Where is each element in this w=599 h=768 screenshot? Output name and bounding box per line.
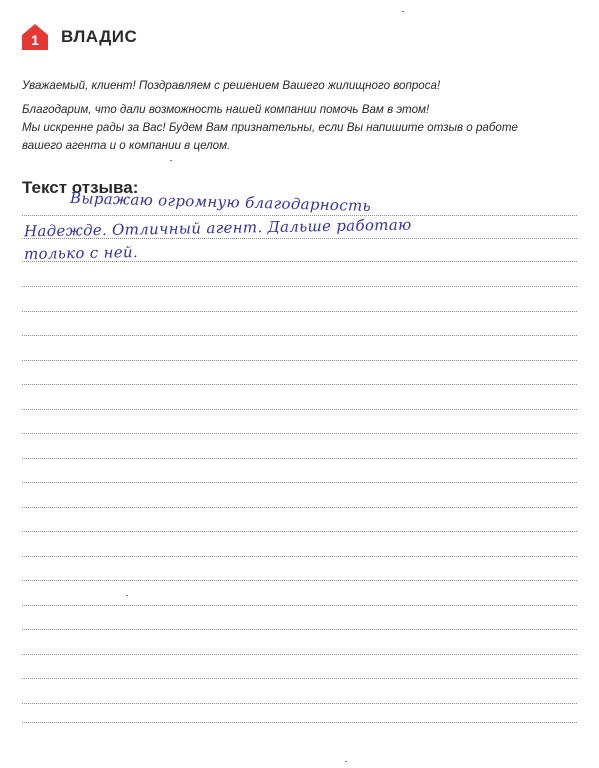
review-heading: Текст отзыва: xyxy=(22,178,139,197)
scan-speck xyxy=(345,761,347,762)
handwritten-line-1: Выражаю огромную благодарность xyxy=(69,189,372,215)
scan-speck xyxy=(402,11,404,12)
house-key-icon xyxy=(20,22,50,52)
handwritten-line-3: только с ней. xyxy=(23,243,139,263)
greeting-line: Уважаемый, клиент! Поздравляем с решением Вашего жилищного вопроса! xyxy=(22,79,441,92)
scan-speck xyxy=(170,160,172,161)
logo-digit: 1 xyxy=(31,32,39,48)
request-line-cont: вашего агента и о компании в целом. xyxy=(22,139,231,152)
scan-speck xyxy=(126,595,128,596)
intro-text xyxy=(22,77,582,155)
thanks-line: Благодарим, что дали возможность нашей компании помочь Вам в этом! xyxy=(22,103,430,116)
company-logo xyxy=(20,22,137,52)
brand-name: ВЛАДИС xyxy=(61,27,138,46)
request-line: Мы искренне рады за Вас! Будем Вам признательны, если Вы напишите отзыв о работе xyxy=(22,121,518,134)
handwritten-line-2: Надежде. Отличный агент. Дальше работаю xyxy=(23,215,412,241)
